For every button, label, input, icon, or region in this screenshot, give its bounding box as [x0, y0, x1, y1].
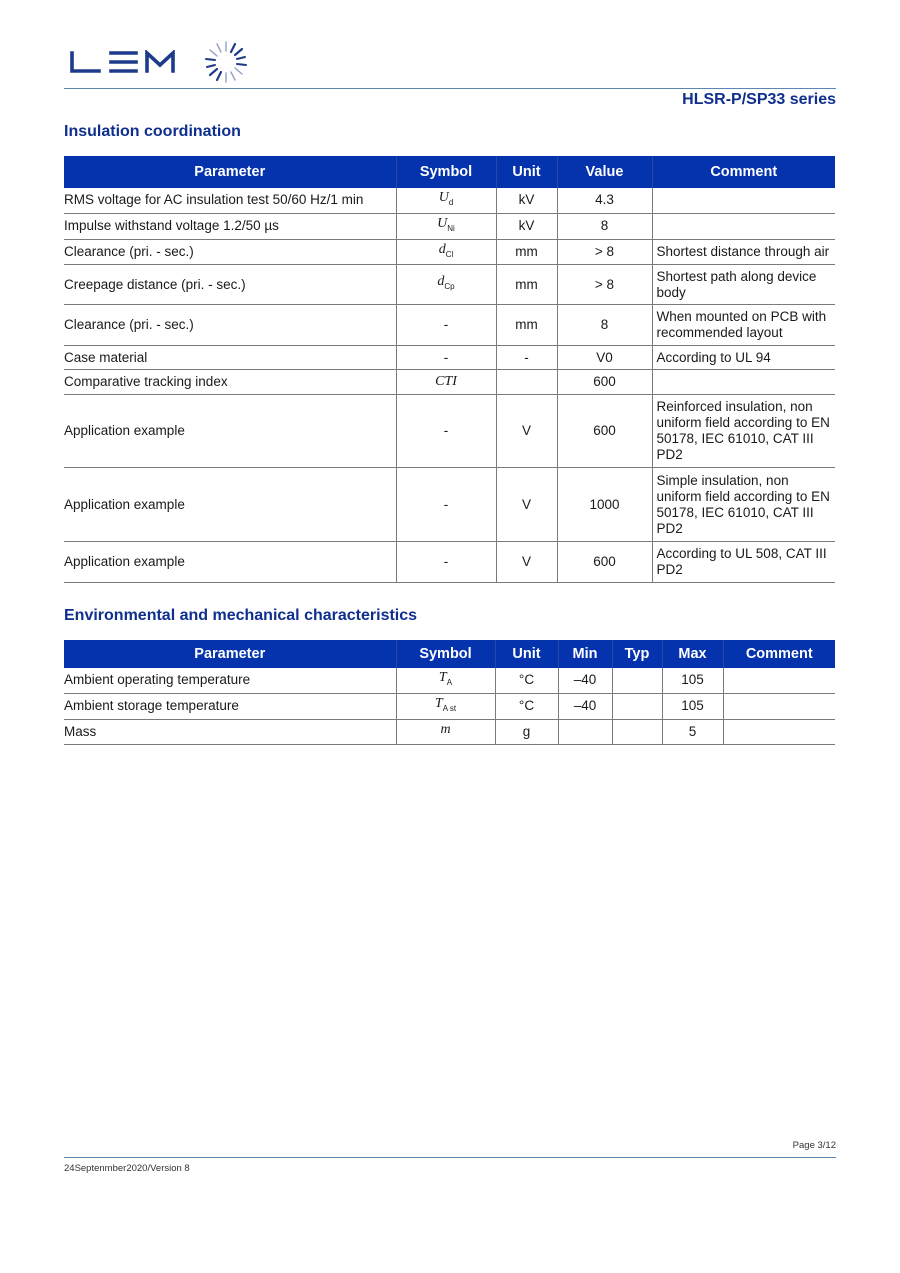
- cell-comment: Simple insulation, non uniform field according to EN 50178, IEC 61010, CAT III PD2: [652, 468, 835, 542]
- cell-value: 600: [557, 395, 652, 468]
- cell-typ: [612, 693, 662, 719]
- cell-comment: [652, 213, 835, 239]
- cell-typ: [612, 719, 662, 745]
- footer-divider: [64, 1157, 836, 1158]
- table-row: [64, 370, 835, 395]
- cell-comment: Shortest distance through air: [652, 239, 835, 265]
- cell-unit: V: [496, 468, 557, 542]
- cell-symbol: $U_d$: [396, 188, 496, 213]
- cell-max: 105: [662, 668, 723, 693]
- col-header-unit: Unit: [495, 640, 558, 668]
- col-header-parameter: Parameter: [64, 640, 396, 668]
- cell-parameter: RMS voltage for AC insulation test 50/60 Hz/1 min: [64, 188, 396, 213]
- table-header-row: [64, 640, 835, 668]
- table-row: [64, 395, 835, 468]
- table-header-row: [64, 156, 835, 188]
- cell-parameter: Creepage distance (pri. - sec.): [64, 265, 396, 305]
- cell-unit: mm: [496, 239, 557, 265]
- cell-comment: According to UL 94: [652, 346, 835, 370]
- cell-comment: Reinforced insulation, non uniform field according to EN 50178, IEC 61010, CAT III PD2: [652, 395, 835, 468]
- cell-comment: According to UL 508, CAT III PD2: [652, 542, 835, 583]
- table-row: [64, 213, 835, 239]
- table-row: [64, 305, 835, 346]
- cell-max: 5: [662, 719, 723, 745]
- cell-parameter: Clearance (pri. - sec.): [64, 239, 396, 265]
- lem-sunburst-icon: [204, 40, 248, 84]
- col-header-min: Min: [558, 640, 612, 668]
- cell-symbol: -: [396, 346, 496, 370]
- cell-parameter: Ambient operating temperature: [64, 668, 396, 693]
- col-header-value: Value: [557, 156, 652, 188]
- cell-value: > 8: [557, 239, 652, 265]
- environmental-section-title: Environmental and mechanical characteristics: [64, 607, 418, 624]
- cell-parameter: Case material: [64, 346, 396, 370]
- cell-symbol: -: [396, 395, 496, 468]
- cell-parameter: Mass: [64, 719, 396, 745]
- cell-symbol: -: [396, 468, 496, 542]
- cell-symbol: CTI: [396, 370, 496, 395]
- col-header-comment: Comment: [723, 640, 835, 668]
- cell-comment: When mounted on PCB with recommended layout: [652, 305, 835, 346]
- environmental-table: [64, 640, 835, 745]
- cell-comment: [723, 693, 835, 719]
- col-header-parameter: Parameter: [64, 156, 396, 188]
- cell-value: 4.3: [557, 188, 652, 213]
- cell-symbol: $T_A$: [396, 668, 495, 693]
- insulation-table: [64, 156, 835, 583]
- cell-unit: kV: [496, 213, 557, 239]
- cell-value: 8: [557, 213, 652, 239]
- table-row: [64, 239, 835, 265]
- cell-unit: °C: [495, 693, 558, 719]
- cell-unit: kV: [496, 188, 557, 213]
- page-number: Page 3/12: [792, 1140, 836, 1151]
- cell-comment: [723, 719, 835, 745]
- table-row: [64, 188, 835, 213]
- cell-unit: [496, 370, 557, 395]
- cell-unit: V: [496, 395, 557, 468]
- cell-unit: mm: [496, 305, 557, 346]
- cell-symbol: $U_{Ni}$: [396, 213, 496, 239]
- cell-unit: -: [496, 346, 557, 370]
- col-header-max: Max: [662, 640, 723, 668]
- table-row: [64, 668, 835, 693]
- cell-symbol: -: [396, 542, 496, 583]
- document-version: 24Septenmber2020/Version 8: [64, 1163, 190, 1174]
- cell-unit: g: [495, 719, 558, 745]
- cell-symbol: $T_{A st}$: [396, 693, 495, 719]
- col-header-comment: Comment: [652, 156, 835, 188]
- cell-value: V0: [557, 346, 652, 370]
- cell-comment: Shortest path along device body: [652, 265, 835, 305]
- header-divider: [64, 88, 836, 89]
- cell-symbol: -: [396, 305, 496, 346]
- cell-parameter: Comparative tracking index: [64, 370, 396, 395]
- cell-comment: [723, 668, 835, 693]
- table-row: [64, 542, 835, 583]
- cell-parameter: Clearance (pri. - sec.): [64, 305, 396, 346]
- cell-comment: [652, 370, 835, 395]
- cell-value: 600: [557, 542, 652, 583]
- insulation-section-title: Insulation coordination: [64, 123, 241, 140]
- cell-unit: °C: [495, 668, 558, 693]
- cell-max: 105: [662, 693, 723, 719]
- lem-wordmark-icon: [69, 50, 177, 74]
- col-header-symbol: Symbol: [396, 640, 495, 668]
- cell-parameter: Ambient storage temperature: [64, 693, 396, 719]
- cell-min: –40: [558, 693, 612, 719]
- cell-symbol: m: [396, 719, 495, 745]
- cell-min: [558, 719, 612, 745]
- cell-comment: [652, 188, 835, 213]
- table-row: [64, 693, 835, 719]
- table-row: [64, 346, 835, 370]
- col-header-typ: Typ: [612, 640, 662, 668]
- cell-parameter: Impulse withstand voltage 1.2/50 µs: [64, 213, 396, 239]
- series-title: HLSR-P/SP33 series: [682, 91, 836, 108]
- cell-parameter: Application example: [64, 542, 396, 583]
- cell-value: > 8: [557, 265, 652, 305]
- col-header-unit: Unit: [496, 156, 557, 188]
- lem-logo: [69, 40, 177, 84]
- table-row: [64, 265, 835, 305]
- cell-unit: mm: [496, 265, 557, 305]
- cell-value: 8: [557, 305, 652, 346]
- cell-value: 1000: [557, 468, 652, 542]
- cell-parameter: Application example: [64, 395, 396, 468]
- cell-min: –40: [558, 668, 612, 693]
- cell-parameter: Application example: [64, 468, 396, 542]
- cell-unit: V: [496, 542, 557, 583]
- col-header-symbol: Symbol: [396, 156, 496, 188]
- cell-typ: [612, 668, 662, 693]
- table-row: [64, 468, 835, 542]
- cell-value: 600: [557, 370, 652, 395]
- cell-symbol: $d_{Cp}$: [396, 265, 496, 305]
- cell-symbol: $d_{Cl}$: [396, 239, 496, 265]
- table-row: [64, 719, 835, 745]
